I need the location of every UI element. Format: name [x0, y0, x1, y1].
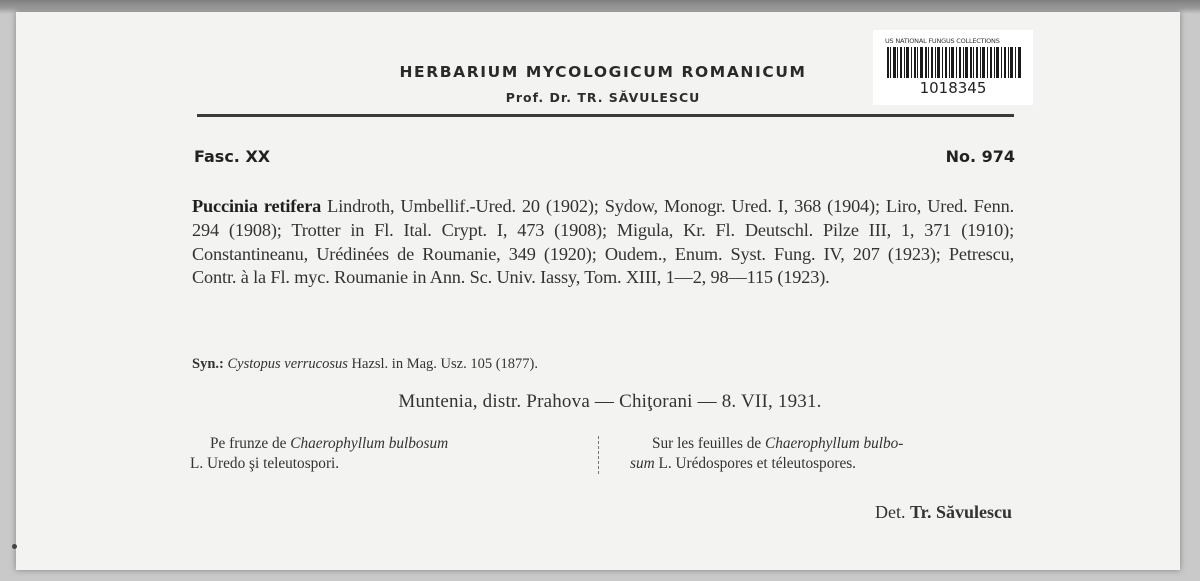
determiner [780, 502, 1012, 523]
herbarium-title: HERBARIUM MYCOLOGICUM ROMANICUM [399, 63, 807, 81]
host-french [630, 434, 1015, 474]
synonym-line [192, 356, 892, 373]
host-fr-spores: L. Urédospores et téleutospores. [654, 455, 857, 472]
host-romanian [190, 434, 578, 474]
synonym-taxon: Cystopus verrucosus [227, 356, 348, 372]
synonym-reference: Hazsl. in Mag. Usz. 105 (1877). [347, 356, 538, 372]
host-fr-plant-2: sum [630, 455, 655, 472]
barcode-number: 1018345 [919, 79, 987, 97]
species-name: Puccinia retifera [192, 196, 322, 216]
host-ro-spores: L. Uredo şi teleutospori. [190, 455, 340, 472]
header-rule [197, 114, 1014, 117]
determiner-name: Tr. Săvulescu [909, 502, 1012, 522]
determiner-prefix: Det. [874, 502, 910, 522]
barcode-caption: US NATIONAL FUNGUS COLLECTIONS [885, 37, 1000, 45]
synonym-label: Syn.: [192, 356, 224, 372]
herbarium-subtitle: Prof. Dr. TR. SĂVULESCU [505, 90, 701, 105]
species-citation [192, 195, 1014, 290]
host-fr-prefix: Sur les feuilles de [652, 435, 766, 452]
column-divider [598, 436, 599, 474]
host-ro-plant: Chaerophyllum bulbosum [290, 435, 449, 452]
collection-locality: Muntenia, distr. Prahova — Chiţorani — 8. VII, 1931. [398, 391, 822, 412]
dust-speck [12, 544, 17, 549]
fascicle-label: Fasc. XX [194, 147, 271, 166]
host-fr-plant-1: Chaerophyllum bulbo- [765, 435, 904, 452]
host-ro-prefix: Pe frunze de [210, 435, 291, 452]
barcode-sticker [873, 30, 1033, 105]
citation-references: Lindroth, Umbellif.-Ured. 20 (1902); Sydow, Monogr. Ured. I, 368 (1904); Liro, Ured. Fenn. 294 (1908); Trotter in Fl. Ital. Crypt. I, 473 (1908); Migula, Kr. Fl. Deutschl. Pilze III, 1, 371 (1910); Constantineanu, Urédinées de Roumanie, 349 (1920); Oudem., Enum. Syst. Fung. IV, 207 (1923); Petrescu, Contr. à la Fl. myc. Roumanie in Ann. Sc. Univ. Iassy, Tom. XIII, 1—2, 98—115 (1923). [192, 196, 1014, 288]
specimen-number: No. 974 [945, 147, 1015, 166]
barcode-icon [887, 47, 1021, 78]
